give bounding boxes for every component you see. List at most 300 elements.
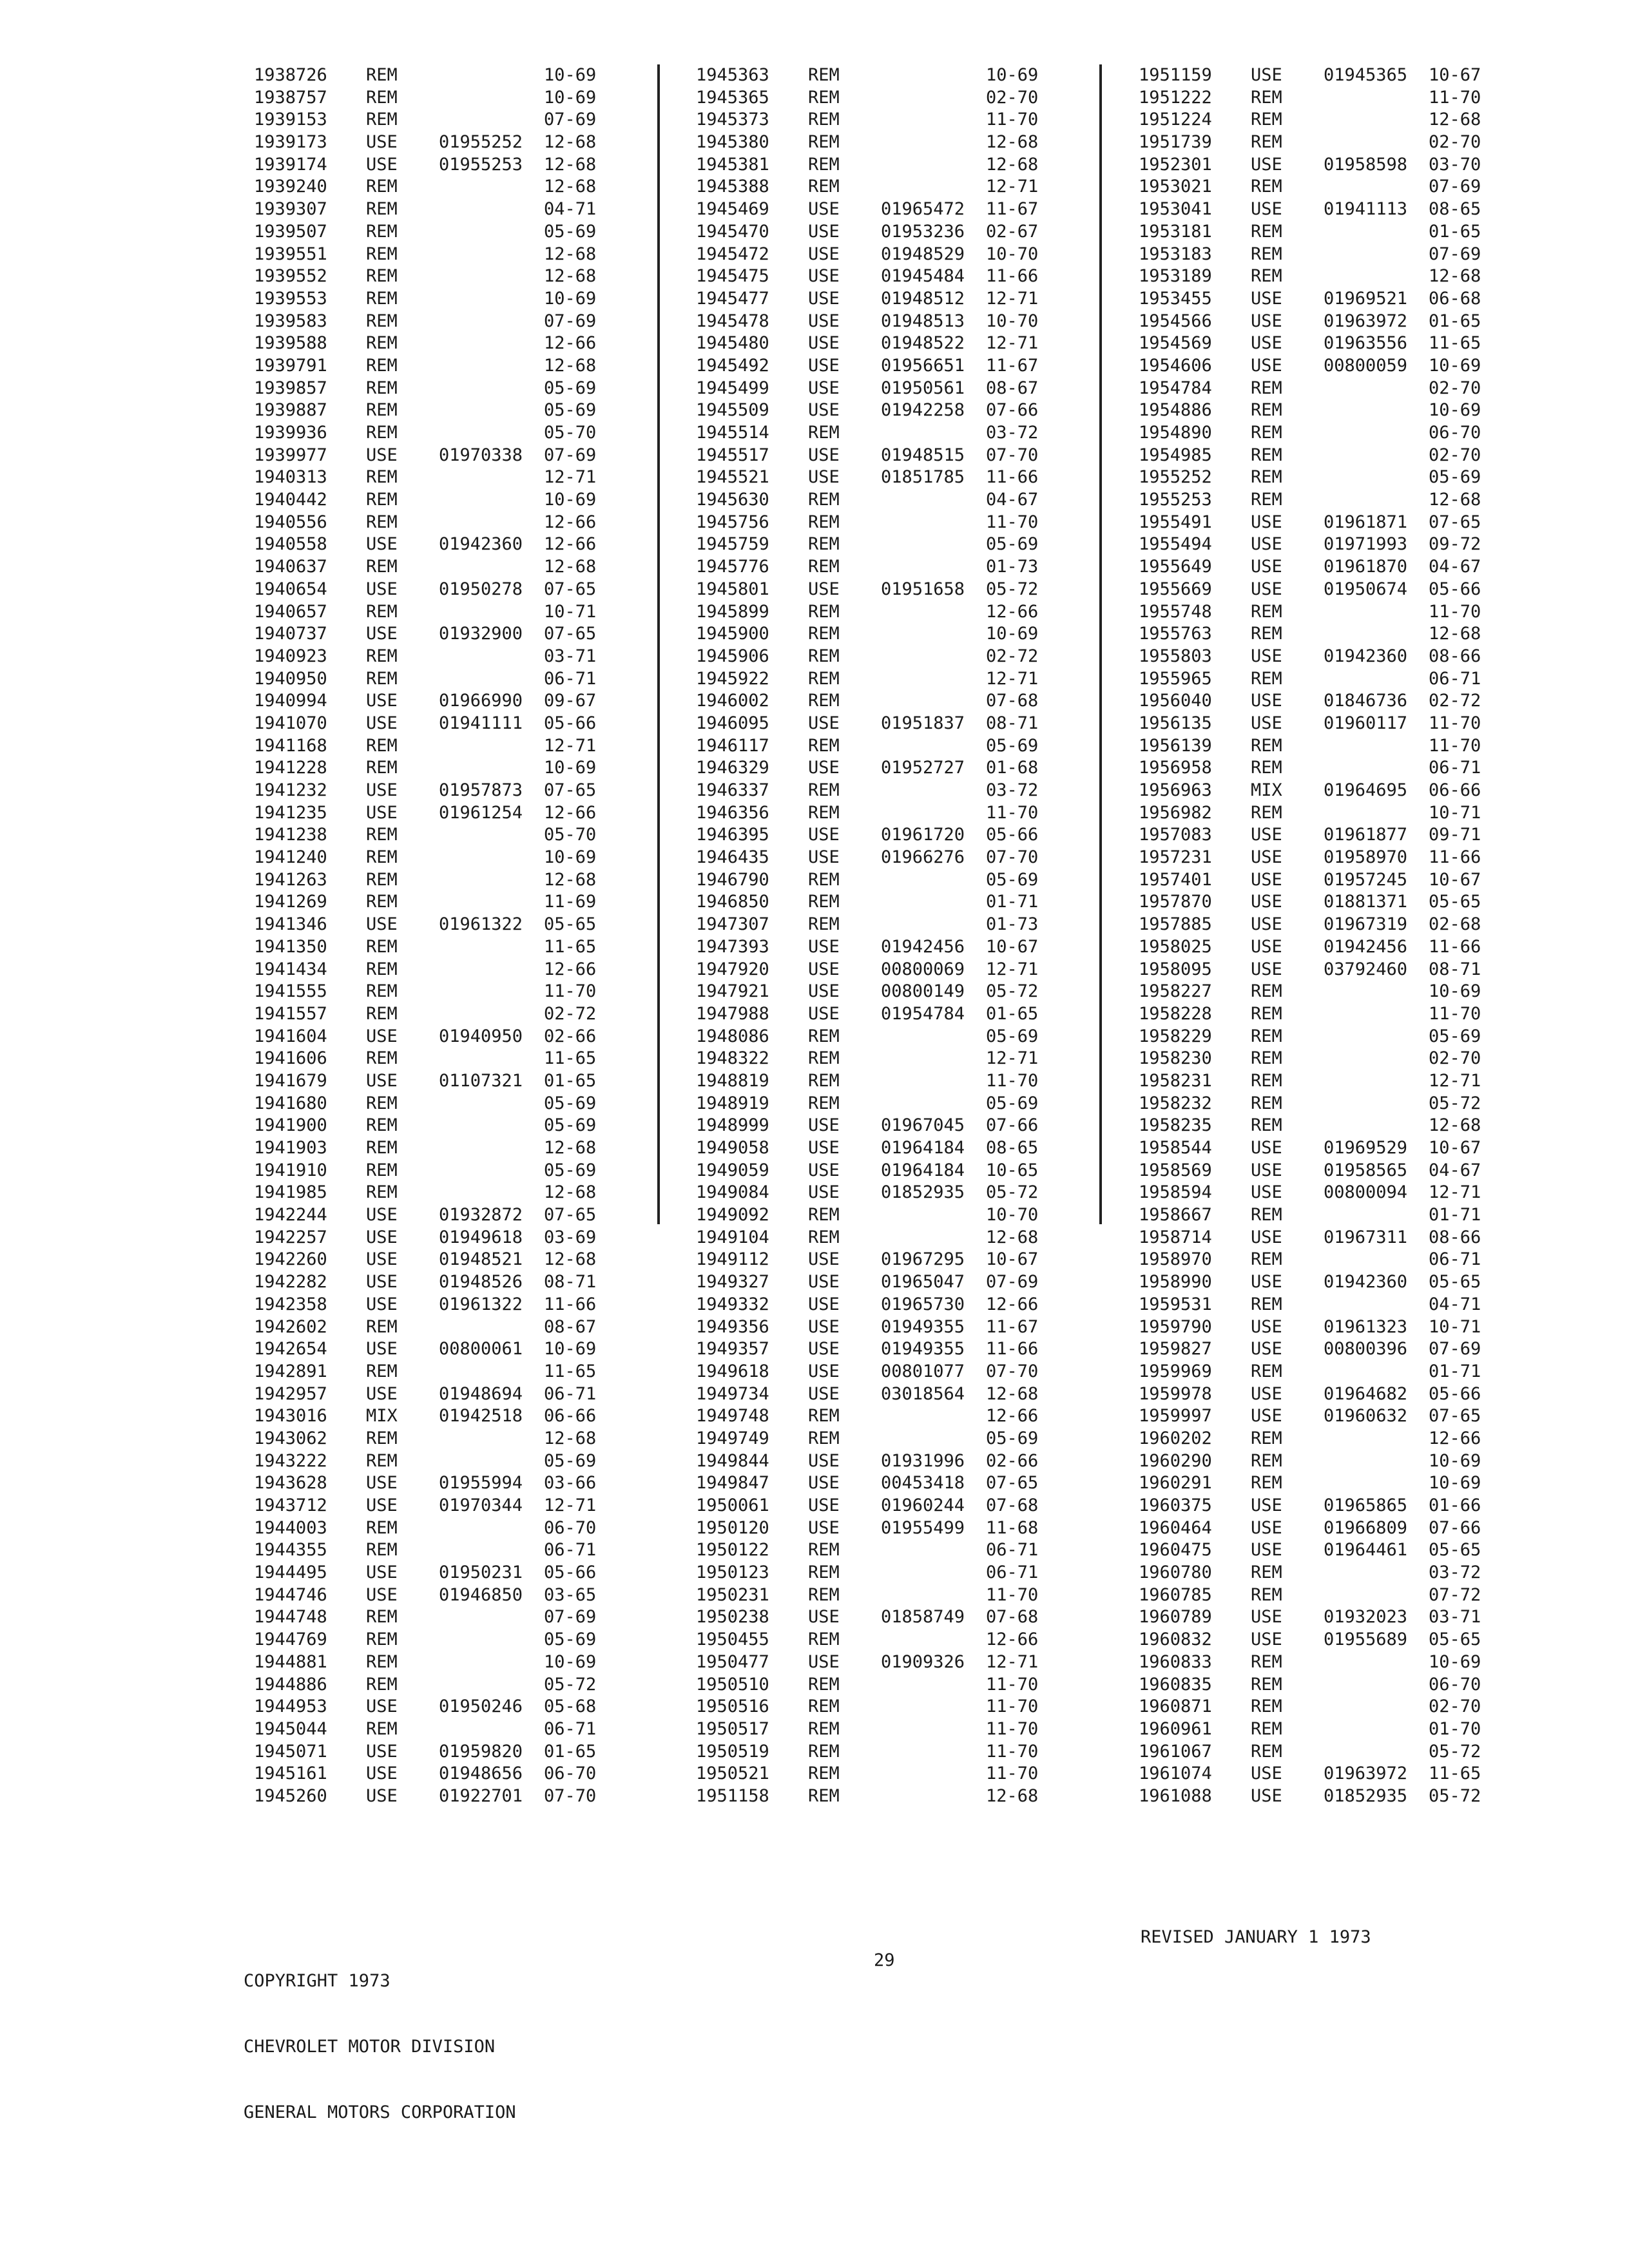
action-code: REM [808,1048,840,1069]
change-date: 05-66 [544,1562,597,1583]
change-date: 05-69 [544,1450,597,1471]
list-item [254,1271,628,1294]
action-code: USE [1251,1160,1282,1180]
action-code: USE [808,1115,840,1136]
list-item [1139,981,1512,1003]
part-number: 1943016 [254,1406,327,1427]
list-item [254,824,628,847]
part-number: 1950516 [696,1696,769,1717]
part-number: 1945509 [696,400,769,421]
action-code: REM [366,735,398,756]
list-item [1139,355,1512,378]
list-item [696,378,1070,400]
change-date: 12-71 [1429,1070,1481,1091]
list-item [696,512,1070,534]
action-code: USE [1251,691,1282,711]
action-code: USE [1251,199,1282,220]
action-code: REM [366,87,398,108]
action-code: REM [366,1138,398,1158]
list-item [1139,601,1512,624]
change-date: 05-70 [544,825,597,845]
part-number: 1941228 [254,758,327,778]
list-item [254,1026,628,1048]
list-item [696,1785,1070,1808]
list-item [1139,1160,1512,1182]
action-code: USE [1251,1316,1282,1337]
action-code: USE [366,1383,398,1404]
replacement-part: 01960117 [1324,713,1408,733]
change-date: 12-68 [986,132,1039,153]
action-code: REM [808,1696,840,1717]
part-number: 1950231 [696,1584,769,1605]
change-date: 11-70 [1429,1003,1481,1024]
action-code: REM [1251,467,1282,488]
part-number: 1958990 [1139,1272,1212,1293]
action-code: REM [1251,1562,1282,1583]
action-code: REM [366,1651,398,1672]
change-date: 03-72 [986,423,1039,443]
list-item [1139,847,1512,869]
list-item [254,1160,628,1182]
change-date: 05-70 [544,423,597,443]
replacement-part: 01950246 [439,1696,523,1717]
action-code: REM [1251,423,1282,443]
action-code: REM [366,557,398,577]
list-item [696,668,1070,691]
change-date: 11-66 [1429,847,1481,868]
list-item [696,154,1070,177]
change-date: 07-65 [544,1205,597,1225]
part-number: 1945521 [696,467,769,488]
change-date: 07-65 [544,624,597,644]
part-number: 1940994 [254,691,327,711]
change-date: 11-70 [986,1070,1039,1091]
replacement-part: 01942258 [881,400,965,421]
list-item [1139,1338,1512,1361]
part-number: 1950521 [696,1763,769,1784]
replacement-part: 01957245 [1324,869,1408,890]
change-date: 01-65 [544,1070,597,1091]
change-date: 12-66 [986,1406,1039,1427]
part-number: 1950455 [696,1629,769,1650]
replacement-part: 01858749 [881,1607,965,1628]
action-code: USE [808,1160,840,1180]
part-number: 1953183 [1139,244,1212,264]
change-date: 05-66 [986,825,1039,845]
list-item [254,1182,628,1204]
change-date: 05-69 [986,534,1039,555]
replacement-part: 01959820 [439,1741,523,1762]
change-date: 01-73 [986,557,1039,577]
replacement-part: 01965730 [881,1294,965,1314]
list-item [696,466,1070,489]
list-item [254,780,628,802]
action-code: USE [808,758,840,778]
change-date: 07-66 [1429,1517,1481,1538]
list-item [254,690,628,713]
list-item [696,1182,1070,1204]
change-date: 12-66 [986,601,1039,622]
action-code: REM [808,177,840,197]
list-item [254,1495,628,1517]
action-code: USE [366,1763,398,1784]
action-code: REM [366,892,398,912]
part-number: 1949356 [696,1316,769,1337]
part-number: 1939552 [254,266,327,287]
replacement-part: 01948694 [439,1383,523,1404]
action-code: USE [808,1182,840,1203]
list-item [254,579,628,601]
change-date: 01-65 [1429,311,1481,331]
action-code: REM [366,1182,398,1203]
replacement-part: 03792460 [1324,959,1408,979]
part-number: 1945630 [696,490,769,510]
part-number: 1955649 [1139,557,1212,577]
list-item [696,713,1070,735]
change-date: 12-68 [1429,1115,1481,1136]
change-date: 07-66 [986,400,1039,421]
change-date: 10-71 [1429,1316,1481,1337]
action-code: USE [1251,579,1282,599]
list-item [696,1294,1070,1316]
action-code: USE [1251,355,1282,376]
list-item [696,1048,1070,1070]
action-code: USE [808,1003,840,1024]
action-code: REM [366,1674,398,1695]
change-date: 04-67 [1429,1160,1481,1180]
replacement-part: 01953236 [881,221,965,242]
part-number: 1956982 [1139,802,1212,823]
list-item [254,914,628,936]
action-code: REM [366,490,398,510]
action-code: USE [1251,959,1282,979]
part-number: 1947920 [696,959,769,979]
action-code: USE [366,1272,398,1293]
part-number: 1945260 [254,1785,327,1806]
list-item [254,1696,628,1718]
change-date: 05-69 [544,1093,597,1113]
replacement-part: 01966990 [439,691,523,711]
change-date: 07-65 [1429,512,1481,532]
part-number: 1960475 [1139,1540,1212,1561]
change-date: 04-71 [544,199,597,220]
part-number: 1958232 [1139,1093,1212,1113]
action-code: REM [366,65,398,85]
action-code: USE [808,1383,840,1404]
action-code: REM [366,1048,398,1069]
change-date: 11-70 [986,1718,1039,1739]
list-item [1139,154,1512,177]
part-number: 1945492 [696,355,769,376]
change-date: 05-65 [1429,1629,1481,1650]
change-date: 12-71 [544,735,597,756]
change-date: 01-65 [986,1003,1039,1024]
list-item [254,288,628,311]
list-item [1139,1584,1512,1607]
list-item [696,1361,1070,1383]
replacement-part: 01961720 [881,825,965,845]
change-date: 12-68 [544,1138,597,1158]
part-number: 1954890 [1139,423,1212,443]
action-code: REM [808,1785,840,1806]
action-code: USE [366,1070,398,1091]
list-item [254,131,628,154]
part-number: 1940654 [254,579,327,599]
change-date: 11-66 [986,1339,1039,1360]
change-date: 10-69 [544,288,597,309]
change-date: 12-68 [544,1428,597,1448]
list-item [254,1204,628,1227]
change-date: 12-68 [544,869,597,890]
change-date: 12-66 [986,1294,1039,1314]
replacement-part: 01949355 [881,1316,965,1337]
list-item [254,489,628,512]
part-number: 1950510 [696,1674,769,1695]
part-number: 1960832 [1139,1629,1212,1650]
part-number: 1955491 [1139,512,1212,532]
list-item [1139,489,1512,512]
list-item [254,1562,628,1584]
part-number: 1944495 [254,1562,327,1583]
part-number: 1958667 [1139,1205,1212,1225]
replacement-part: 01945365 [1324,65,1408,85]
part-number: 1946435 [696,847,769,868]
change-date: 10-69 [1429,1651,1481,1672]
replacement-part: 01960244 [881,1495,965,1515]
action-code: REM [366,1428,398,1448]
part-number: 1947921 [696,981,769,1002]
part-number: 1959997 [1139,1406,1212,1427]
action-code: USE [808,378,840,398]
list-item [696,1227,1070,1249]
replacement-part: 01945484 [881,266,965,287]
list-item [254,87,628,110]
part-number: 1957231 [1139,847,1212,868]
part-number: 1945899 [696,601,769,622]
change-date: 06-71 [1429,758,1481,778]
part-number: 1948919 [696,1093,769,1113]
action-code: REM [366,378,398,398]
part-number: 1940737 [254,624,327,644]
action-code: USE [808,1651,840,1672]
replacement-part: 01963972 [1324,1763,1408,1784]
change-date: 01-68 [986,758,1039,778]
action-code: REM [366,288,398,309]
list-item [1139,780,1512,802]
replacement-part: 01852935 [881,1182,965,1203]
action-code: REM [1251,490,1282,510]
replacement-part: 01942456 [881,936,965,957]
change-date: 06-66 [544,1406,597,1427]
list-item [254,623,628,646]
change-date: 06-70 [544,1763,597,1784]
list-item [1139,1204,1512,1227]
change-date: 10-71 [1429,802,1481,823]
action-code: USE [808,579,840,599]
replacement-part: 01846736 [1324,691,1408,711]
list-item [696,311,1070,333]
replacement-part: 01952727 [881,758,965,778]
part-number: 1944953 [254,1696,327,1717]
action-code: REM [366,936,398,957]
part-number: 1939174 [254,154,327,175]
change-date: 11-70 [986,1584,1039,1605]
list-item [254,959,628,981]
part-number: 1956040 [1139,691,1212,711]
list-item [1139,690,1512,713]
action-code: USE [1251,1406,1282,1427]
replacement-part: 01966276 [881,847,965,868]
change-date: 11-67 [986,355,1039,376]
part-number: 1954569 [1139,333,1212,354]
list-item [696,824,1070,847]
action-code: REM [366,825,398,845]
change-date: 05-72 [1429,1785,1481,1806]
list-item [1139,1227,1512,1249]
action-code: REM [1251,758,1282,778]
list-item [696,1651,1070,1674]
change-date: 11-70 [986,1741,1039,1762]
part-number: 1945756 [696,512,769,532]
replacement-part: 01948526 [439,1272,523,1293]
change-date: 05-72 [1429,1093,1481,1113]
part-number: 1950477 [696,1651,769,1672]
action-code: REM [1251,1205,1282,1225]
change-date: 07-66 [986,1115,1039,1136]
change-date: 05-69 [544,378,597,398]
list-item [696,1674,1070,1696]
part-number: 1942602 [254,1316,327,1337]
list-item [696,959,1070,981]
replacement-part: 01949355 [881,1339,965,1360]
replacement-part: 01948529 [881,244,965,264]
list-item [1139,64,1512,87]
change-date: 10-67 [1429,65,1481,85]
action-code: USE [366,579,398,599]
replacement-part: 01852935 [1324,1785,1408,1806]
action-code: REM [366,1517,398,1538]
change-date: 07-69 [1429,1339,1481,1360]
change-date: 07-69 [986,1272,1039,1293]
part-number: 1939887 [254,400,327,421]
part-number: 1940923 [254,646,327,666]
list-item [696,1003,1070,1026]
part-number: 1945475 [696,266,769,287]
change-date: 10-69 [1429,400,1481,421]
action-code: REM [1251,1093,1282,1113]
change-date: 03-72 [1429,1562,1481,1583]
part-number: 1945759 [696,534,769,555]
change-date: 12-68 [544,244,597,264]
list-item [696,64,1070,87]
part-number: 1945801 [696,579,769,599]
change-date: 08-71 [1429,959,1481,979]
list-item [1139,824,1512,847]
change-date: 11-68 [986,1517,1039,1538]
action-code: USE [1251,936,1282,957]
list-item [1139,311,1512,333]
part-number: 1938757 [254,87,327,108]
list-item [254,1472,628,1495]
part-number: 1961088 [1139,1785,1212,1806]
change-date: 02-70 [1429,1048,1481,1069]
change-date: 07-68 [986,691,1039,711]
part-number: 1955252 [1139,467,1212,488]
change-date: 11-70 [986,802,1039,823]
action-code: REM [366,1003,398,1024]
action-code: REM [808,1227,840,1247]
change-date: 11-66 [986,266,1039,287]
change-date: 08-67 [544,1316,597,1337]
replacement-part: 01961322 [439,1294,523,1314]
part-number: 1945363 [696,65,769,85]
action-code: REM [366,1607,398,1628]
replacement-part: 01942360 [439,534,523,555]
replacement-part: 01958598 [1324,154,1408,175]
change-date: 05-65 [544,914,597,935]
list-item [1139,1539,1512,1562]
replacement-part: 01964682 [1324,1383,1408,1404]
action-code: REM [1251,110,1282,130]
action-code: REM [1251,400,1282,421]
action-code: USE [808,1495,840,1515]
replacement-part: 01948521 [439,1249,523,1270]
list-item [254,176,628,198]
part-number: 1940950 [254,668,327,689]
action-code: USE [808,1249,840,1270]
replacement-part: 03018564 [881,1383,965,1404]
list-item [254,735,628,758]
action-code: USE [366,1227,398,1247]
action-code: USE [1251,1517,1282,1538]
part-number: 1950120 [696,1517,769,1538]
change-date: 08-65 [986,1138,1039,1158]
list-item [254,512,628,534]
action-code: REM [1251,1294,1282,1314]
part-number: 1942654 [254,1339,327,1360]
part-number: 1941168 [254,735,327,756]
action-code: USE [808,1361,840,1381]
replacement-part: 01965472 [881,199,965,220]
list-item [696,579,1070,601]
part-number: 1941263 [254,869,327,890]
change-date: 10-69 [986,65,1039,85]
change-date: 12-71 [1429,1182,1481,1203]
change-date: 12-71 [986,333,1039,354]
part-number: 1941269 [254,892,327,912]
action-code: USE [366,1696,398,1717]
change-date: 12-68 [544,557,597,577]
part-number: 1948086 [696,1026,769,1046]
footer-publisher [244,1927,516,2146]
list-item [1139,109,1512,131]
part-number: 1941903 [254,1138,327,1158]
action-code: REM [808,735,840,756]
action-code: REM [366,758,398,778]
part-number: 1943222 [254,1450,327,1471]
action-code: USE [808,1450,840,1471]
replacement-part: 01932900 [439,624,523,644]
list-item [1139,713,1512,735]
action-code: REM [366,1540,398,1561]
part-number: 1940556 [254,512,327,532]
list-item [696,1115,1070,1137]
action-code: REM [808,646,840,666]
action-code: REM [808,624,840,644]
action-code: USE [1251,825,1282,845]
action-code: REM [366,244,398,264]
list-item [1139,1383,1512,1406]
